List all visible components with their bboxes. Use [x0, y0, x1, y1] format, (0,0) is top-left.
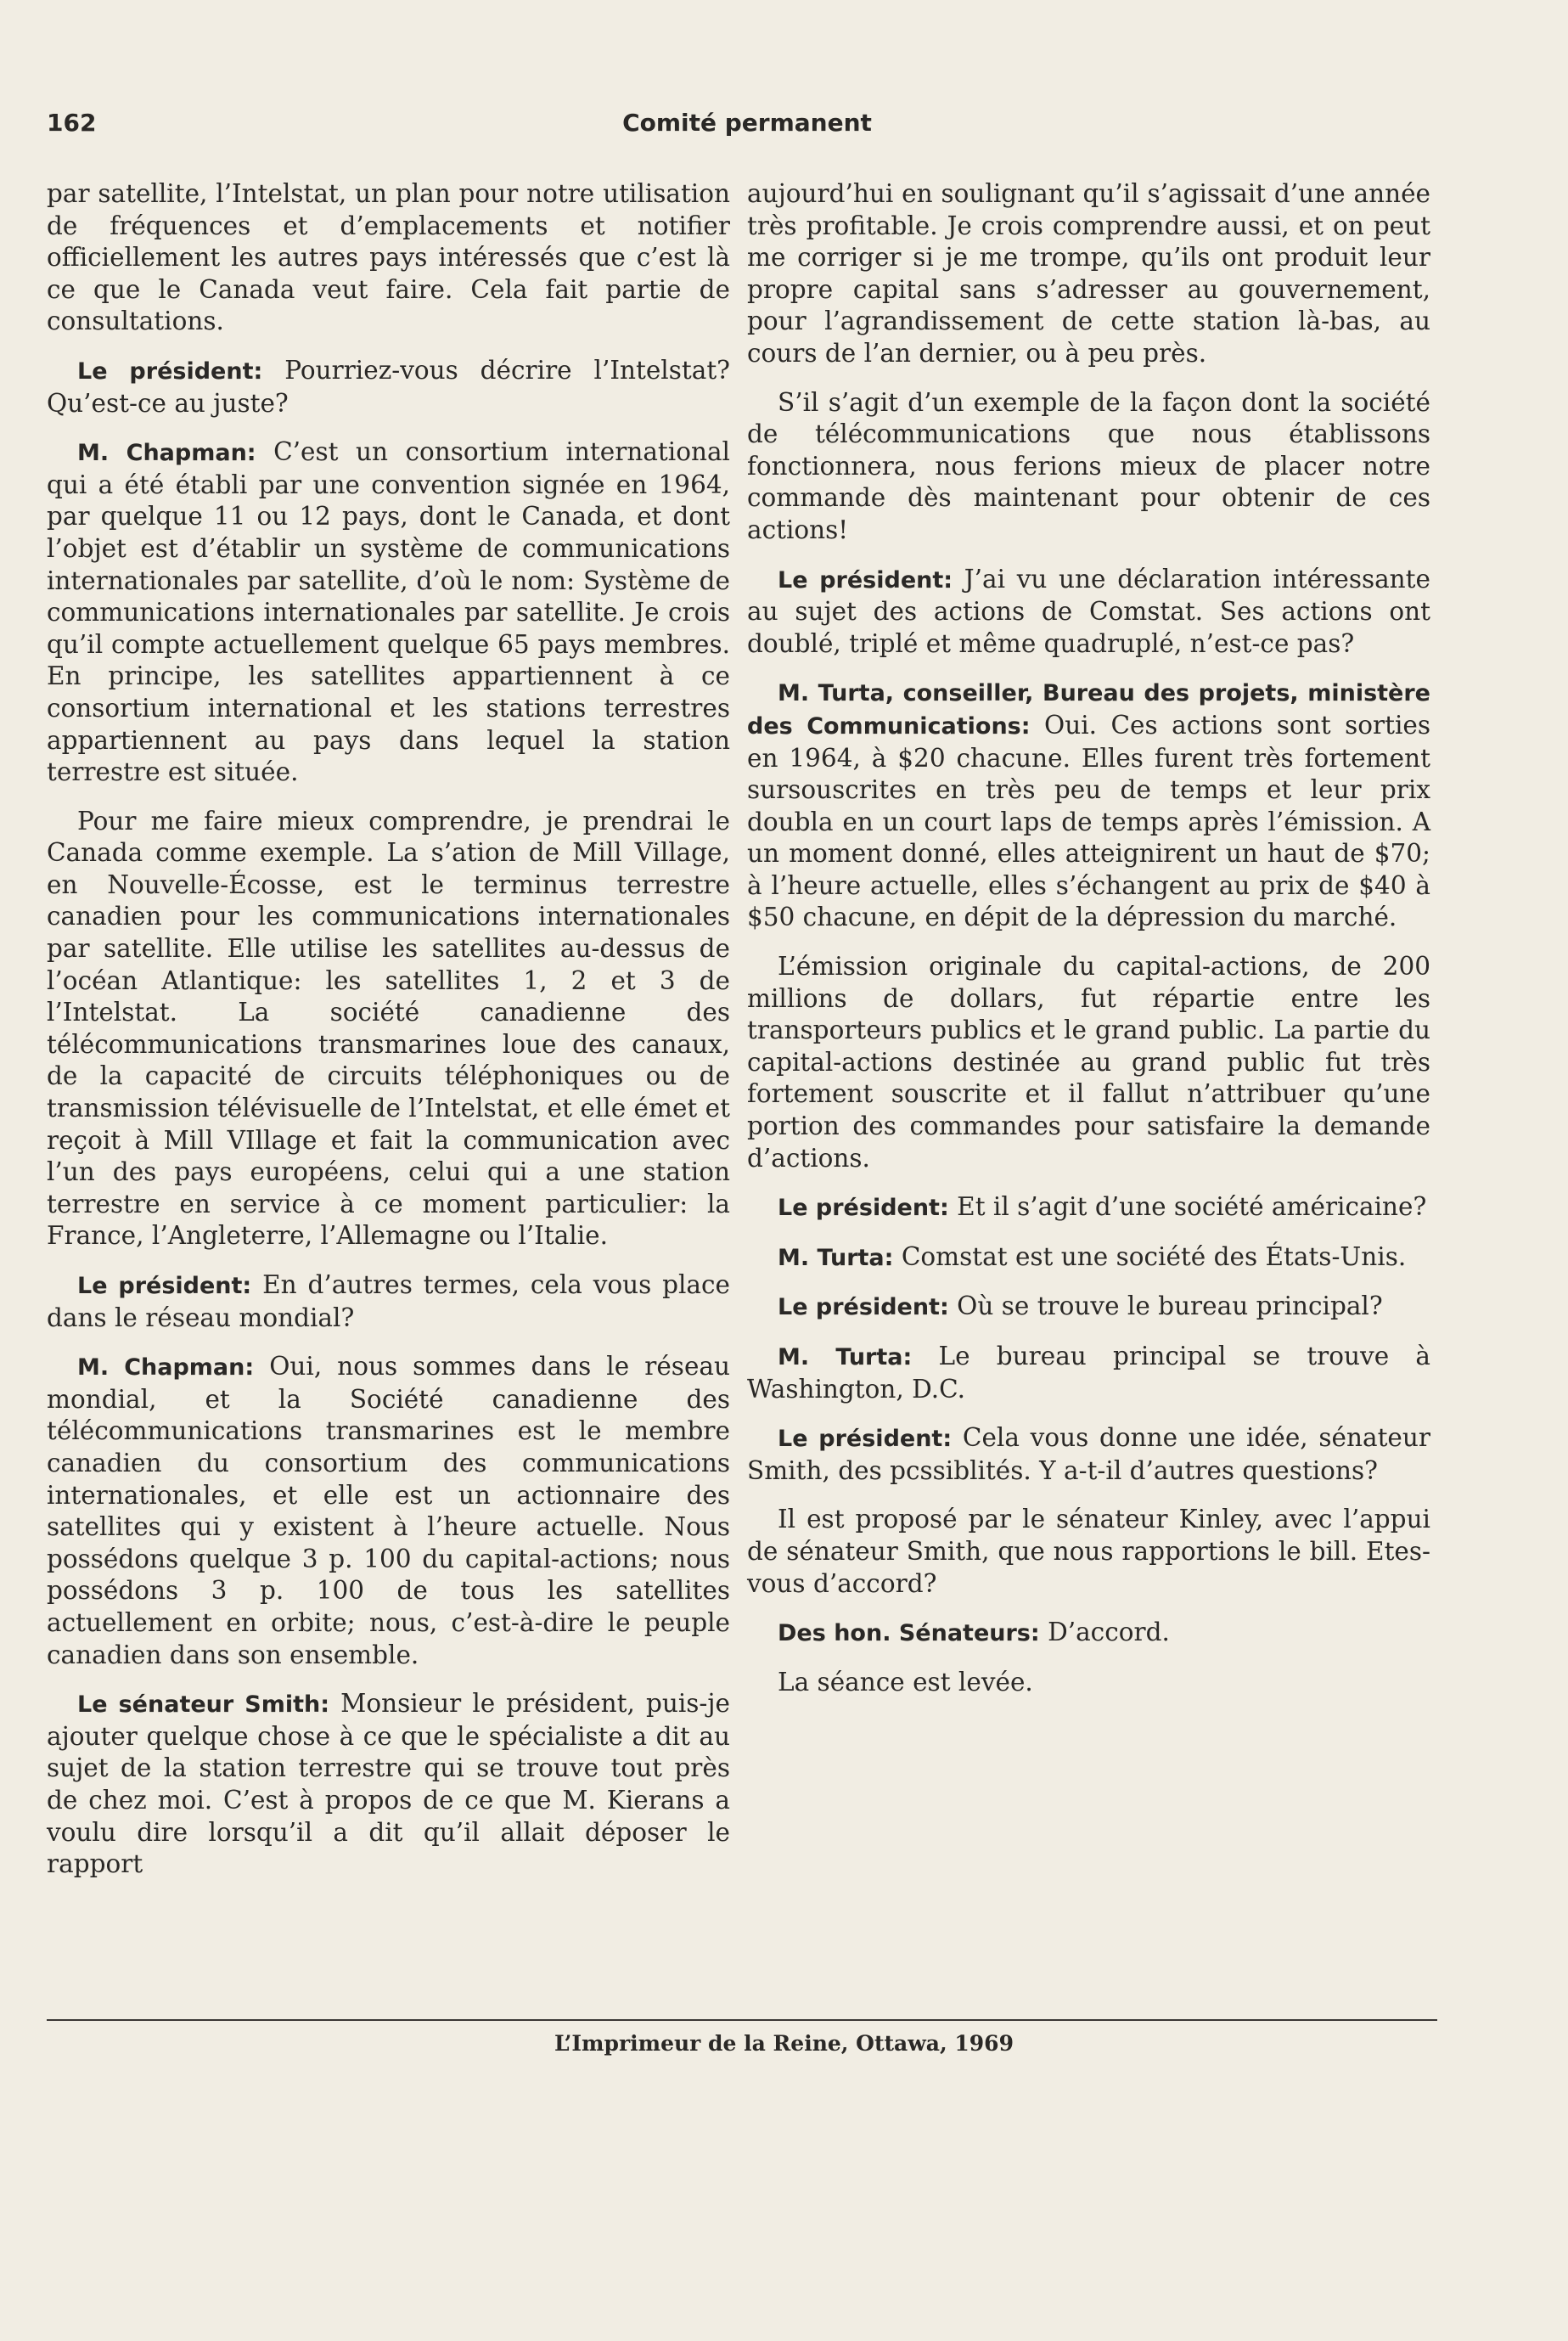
paragraph	[747, 1504, 1430, 1600]
paragraph-text: Pourriez-vous décrire l’Intelstat? Qu’est-ce au juste?	[47, 355, 730, 418]
page-number: 162	[47, 109, 97, 137]
paragraph	[747, 1617, 1430, 1650]
right-column	[747, 178, 1430, 1715]
paragraph-text: Le bureau principal se trouve à Washington, D.C.	[747, 1342, 1430, 1404]
paragraph-text: Oui, nous sommes dans le réseau mondial, et la Société canadienne des télécommunications transmarines est le membre canadien du consortium des communications internationales, et elle est un actionnaire des satellites qui y existent à l’heure actuelle. Nous possédons quelque 3 p. 100 du capital-actions; nous possédons 3 p. 100 de tous les satellites actuellement en orbite; nous, c’est-à-dire le peuple canadien dans son ensemble.	[47, 1352, 730, 1669]
running-head: Comité permanent	[622, 109, 872, 137]
paragraph-text: Comstat est une société des États-Unis.	[901, 1241, 1407, 1271]
paragraph	[747, 951, 1430, 1174]
paragraph	[747, 1191, 1430, 1224]
paragraph	[747, 387, 1430, 547]
paragraph	[747, 1341, 1430, 1405]
footer-rule	[47, 2019, 1437, 2021]
speaker-label: Le président:	[77, 357, 263, 385]
paragraph-text: Pour me faire mieux comprendre, je prendrai le Canada comme exemple. La s’ation de Mill Village, en Nouvelle-Écosse, est le terminus terrestre canadien pour les communications internationales par satellite. Elle utilise les satellites au-dessus de l’océan Atlantique: les satellites 1, 2 et 3 de l’Intelstat. La société canadienne des télécommunications transmarines loue des canaux, de la capacité de circuits téléphoniques ou de transmission télévisuelle de l’Intelstat, et elle émet et reçoit à Mill VIllage et fait la communication avec l’un des pays européens, celui qui a une station terrestre en service à ce moment particulier: la France, l’Angleterre, l’Allemagne ou l’Italie.	[47, 806, 730, 1251]
paragraph	[747, 1291, 1430, 1324]
paragraph-text: Monsieur le président, puis-je ajouter quelque chose à ce que le spécialiste a dit au sujet de la station terrestre qui se trouve tout près de chez moi. C’est à propos de ce que M. Kierans a voulu dire lorsqu’il a dit qu’il allait déposer le rapport	[47, 1689, 730, 1879]
speaker-label: Le président:	[77, 1273, 252, 1299]
paragraph	[47, 178, 730, 338]
paragraph	[47, 1688, 730, 1881]
left-column	[47, 178, 730, 1898]
speaker-label: M. Turta:	[778, 1244, 894, 1271]
paragraph-text: En d’autres termes, cela vous place dans le réseau mondial?	[47, 1270, 731, 1332]
paragraph	[47, 1351, 730, 1671]
page-header	[47, 109, 1447, 151]
speaker-label: Des hon. Sénateurs:	[778, 1620, 1040, 1647]
paragraph-text: Il est proposé par le sénateur Kinley, avec l’appui de sénateur Smith, que nous rapportions le bill. Etes-vous d’accord?	[747, 1505, 1430, 1598]
speaker-label: M. Turta:	[778, 1344, 913, 1370]
paragraph	[747, 178, 1430, 370]
paragraph	[747, 1422, 1430, 1487]
paragraph	[747, 677, 1430, 934]
paragraph-text: Où se trouve le bureau principal?	[957, 1291, 1383, 1321]
paragraph-text: Oui. Ces actions sont sorties en 1964, à $20 chacune. Elles furent très fortement sursouscrites en très peu de temps et leur prix doubla en un court laps de temps après l’émission. A un moment donné, elles atteignirent un haut de $70; à l’heure actuelle, elles s’échangent au prix de $40 à $50 chacune, en dépit de la dépression du marché.	[747, 710, 1430, 932]
paragraph	[47, 1269, 730, 1334]
paragraph-text: L’émission originale du capital-actions, de 200 millions de dollars, fut répartie entre les transporteurs publics et le grand public. La partie du capital-actions destinée au grand public fut très fortement souscrite et il fallut n’attribuer qu’une portion des commandes pour satisfaire la demande d’actions.	[747, 952, 1430, 1173]
paragraph	[47, 355, 730, 419]
speaker-label: Le président:	[778, 566, 953, 594]
speaker-label: M. Chapman:	[77, 1354, 255, 1382]
paragraph-text: La séance est levée.	[778, 1667, 1033, 1697]
speaker-label: M. Chapman:	[77, 440, 256, 467]
paragraph	[47, 436, 730, 789]
speaker-label: Le sénateur Smith:	[77, 1691, 330, 1719]
speaker-label: Le président:	[778, 1426, 953, 1453]
printer-imprint: L’Imprimeur de la Reine, Ottawa, 1969	[554, 2031, 1014, 2056]
paragraph	[47, 806, 730, 1252]
paragraph	[747, 1241, 1430, 1275]
paragraph-text: C’est un consortium international qui a été établi par une convention signée en 1964, par quelque 11 ou 12 pays, dont le Canada, et dont l’objet est d’établir un système de communications internationales par satellite, d’où le nom: Système de communications internationales par satellite. Je crois qu’il compte actuellement quelque 65 pays membres. En principe, les satellites appartiennent à ce consortium international et les stations terrestres appartiennent au pays dans lequel la station terrestre est située.	[47, 437, 730, 787]
paragraph-text: aujourd’hui en soulignant qu’il s’agissait d’une année très profitable. Je crois comprendre aussi, et on peut me corriger si je me trompe, qu’ils ont produit leur propre capital sans s’adresser au gouvernement, pour l’agrandissement de cette station là-bas, au cours de l’an dernier, ou à peu près.	[747, 179, 1430, 368]
speaker-label: Le président:	[778, 1294, 949, 1321]
paragraph-text: D’accord.	[1048, 1618, 1170, 1647]
paragraph-text: J’ai vu une déclaration intéressante au sujet des actions de Comstat. Ses actions ont doublé, triplé et même quadruplé, n’est-ce pas?	[747, 564, 1430, 658]
speaker-label: M. Turta, conseiller, Bureau des projets, ministère des Communications:	[747, 680, 1430, 740]
paragraph-text: S’il s’agit d’un exemple de la façon dont la société de télécommunications que nous établissons fonctionnera, nous ferions mieux de placer notre commande dès maintenant pour obtenir de ces actions!	[747, 387, 1430, 544]
paragraph-text: par satellite, l’Intelstat, un plan pour notre utilisation de fréquences et d’emplacements et notifier officiellement les autres pays intéressés que c’est là ce que le Canada veut faire. Cela fait partie de consultations.	[47, 179, 730, 336]
paragraph	[747, 564, 1430, 661]
speaker-label: Le président:	[778, 1195, 949, 1222]
paragraph-text: Cela vous donne une idée, sénateur Smith, des pcssiblités. Y a-t-il d’autres questions?	[747, 1423, 1430, 1485]
paragraph-text: Et il s’agit d’une société américaine?	[957, 1192, 1427, 1222]
paragraph	[747, 1667, 1430, 1699]
